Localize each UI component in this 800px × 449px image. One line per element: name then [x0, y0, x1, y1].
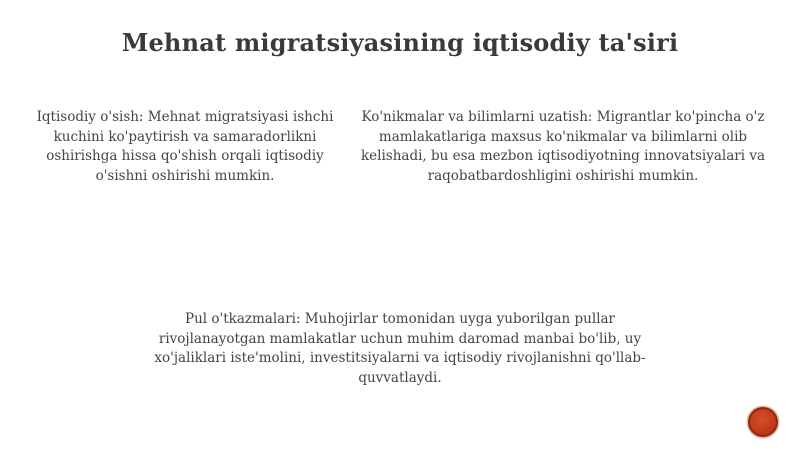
remittances-text: Pul o'tkazmalari: Muhojirlar tomonidan uyga yuborilgan pullar rivojlanayotgan mamlakatlar uchun muhim daromad manbai bo'lib, uy xo'jaliklari iste'molini, investitsiyalarni va iqtisodiy rivojlanishni qo'llab-quvvatlaydi. [154, 311, 646, 386]
skills-transfer-text: Ko'nikmalar va bilimlarni uzatish: Migrantlar ko'pincha o'z mamlakatlariga maxsus ko'nikmalar va bilimlarni olib kelishadi, bu esa mezbon iqtisodiyotning innovatsiyalari va raqobatbardoshligini oshirishi mumkin. [360, 109, 766, 184]
slide-nav-button[interactable] [748, 407, 778, 437]
slide-title: Mehnat migratsiyasining iqtisodiy ta'siri [121, 28, 679, 57]
economic-growth-text: Iqtisodiy o'sish: Mehnat migratsiyasi ishchi kuchini ko'paytirish va samaradorlikni oshirishga hissa qo'shish orqali iqtisodiy o'sishni oshirishi mumkin. [36, 109, 334, 184]
